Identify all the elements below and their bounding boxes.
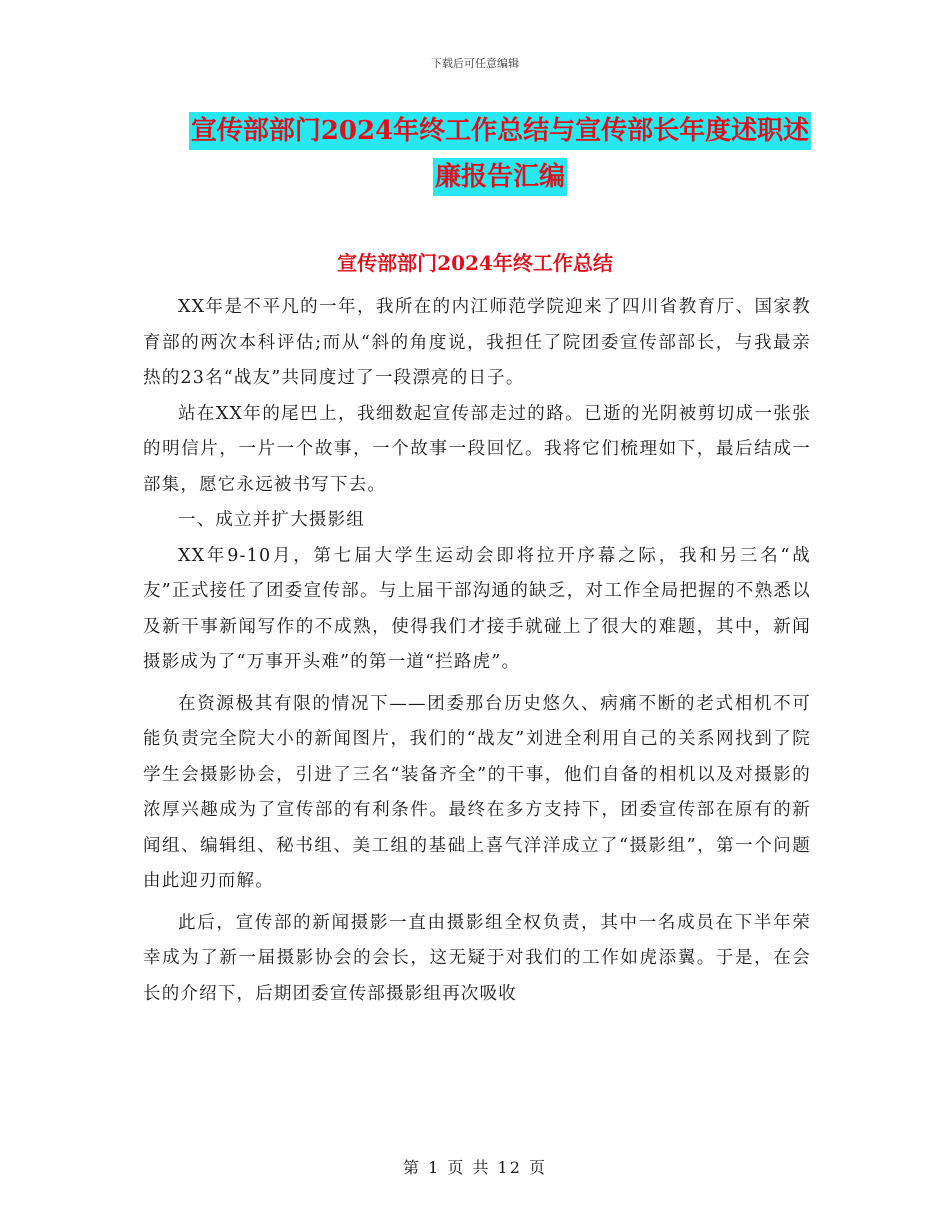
paragraph: XX年9-10月，第七届大学生运动会即将拉开序幕之际，我和另三名“战友”正式接任了团委宣传部。与上届干部沟通的缺乏，对工作全局把握的不熟悉以及新干事新闻写作的不成熟，使得我们才接手就碰上了很大的难题，其中，新闻摄影成为了“万事开头难”的第一道“拦路虎”。 bbox=[143, 545, 811, 672]
paragraph: 站在XX年的尾巴上，我细数起宣传部走过的路。已逝的光阴被剪切成一张张的明信片，一片一个故事，一个故事一段回忆。我将它们梳理如下，最后结成一部集，愿它永远被书写下去。 bbox=[143, 403, 811, 495]
header-note: 下载后可任意编辑 bbox=[431, 57, 519, 70]
title-line-2: 廉报告汇编 bbox=[433, 158, 567, 196]
paragraph: 在资源极其有限的情况下——团委那台历史悠久、病痛不断的老式相机不可能负责完全院大小的新闻图片，我们的“战友”刘进全利用自己的关系网找到了院学生会摄影协会，引进了三名“装备齐全”的干事，他们自备的相机以及对摄影的浓厚兴趣成为了宣传部的有利条件。最终在多方支持下，团委宣传部在原有的新闻组、编辑组、秘书组、美工组的基础上喜气洋洋成立了“摄影组”，第一个问题由此迎刃而解。 bbox=[143, 693, 811, 891]
title-line-1: 宣传部部门2024年终工作总结与宣传部长年度述职述 bbox=[189, 112, 811, 150]
section-title: 宣传部部门2024年终工作总结 bbox=[337, 251, 613, 275]
paragraph: XX年是不平凡的一年，我所在的内江师范学院迎来了四川省教育厅、国家教育部的两次本科评估;而从“斜的角度说，我担任了院团委宣传部部长，与我最亲热的23名“战友”共同度过了一段漂亮的日子。 bbox=[143, 297, 811, 388]
document-title bbox=[140, 112, 860, 204]
paragraph: 此后，宣传部的新闻摄影一直由摄影组全权负责，其中一名成员在下半年荣幸成为了新一届摄影协会的会长，这无疑于对我们的工作如虎添翼。于是，在会长的介绍下，后期团委宣传部摄影组再次吸收 bbox=[143, 912, 811, 1004]
body-text bbox=[143, 290, 811, 1012]
paragraph: 一、成立并扩大摄影组 bbox=[178, 510, 365, 530]
page-number: 第 1 页 共 12 页 bbox=[403, 1158, 547, 1177]
